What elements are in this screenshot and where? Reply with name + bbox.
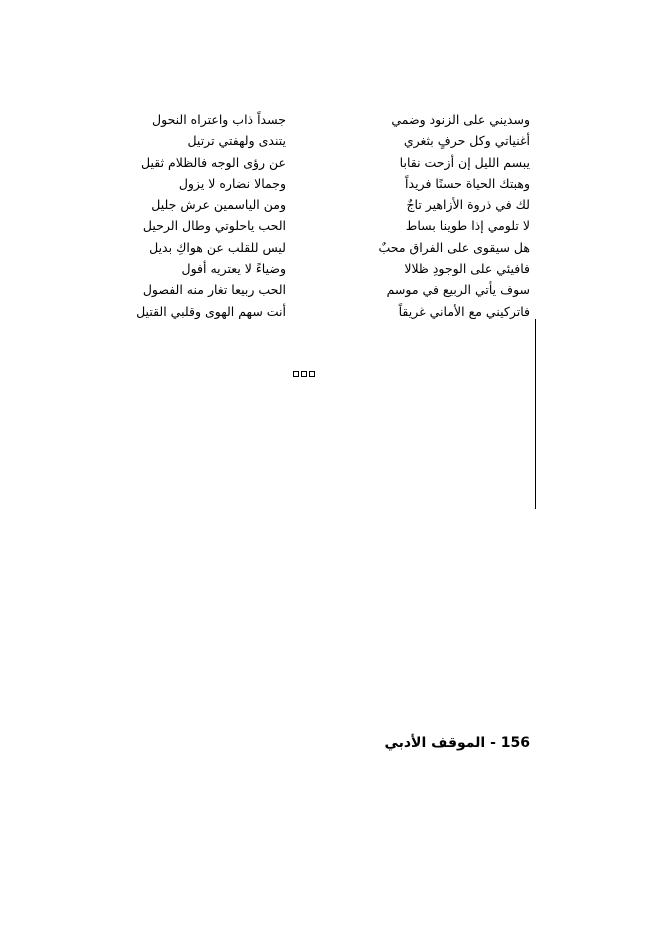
verse-line: لك في ذروة الأزاهير تاجٌ bbox=[406, 197, 530, 213]
verse-line: أغنياتي وكل حرفٍ بثغري bbox=[403, 133, 530, 149]
journal-title: الموقف الأدبي bbox=[384, 735, 486, 751]
verse-line: ليس للقلب عن هواكِ بديل bbox=[149, 239, 286, 255]
footer-dash: - bbox=[490, 735, 496, 751]
verse-line: سوف يأتي الربيع في موسم bbox=[386, 282, 530, 298]
poem-left-column bbox=[126, 109, 286, 322]
verse-line: وجمالا نضاره لا يزول bbox=[178, 175, 286, 191]
margin-rule bbox=[535, 319, 536, 509]
verse-line: الحب ربيعا تغار منه الفصول bbox=[142, 282, 286, 298]
verse-line: يبسم الليل إن أزحت نقابا bbox=[399, 154, 530, 170]
separator-square-icon bbox=[301, 371, 307, 377]
verse-line: فاتركيني مع الأماني غريقاً bbox=[398, 303, 530, 319]
verse-line: جسداً ذاب واعتراه النحول bbox=[152, 112, 286, 127]
section-separator bbox=[293, 371, 315, 377]
separator-square-icon bbox=[293, 371, 299, 377]
page-footer bbox=[384, 735, 530, 751]
verse-line: يتندى ولهفتي ترتيل bbox=[187, 133, 286, 149]
verse-line: هل سيقوى على الفراق محبٌ bbox=[378, 239, 530, 255]
verse-line: وهبتك الحياة حسنًا فريداً bbox=[405, 175, 530, 191]
verse-line: ومن الياسمين عرش جليل bbox=[151, 197, 286, 213]
verse-line: وضياءً لا يعتريه أفول bbox=[181, 261, 286, 277]
poem-right-column bbox=[370, 109, 530, 322]
separator-square-icon bbox=[309, 371, 315, 377]
verse-line: عن رؤى الوجه فالظلام ثقيل bbox=[141, 154, 286, 170]
verse-line: لا تلومي إذا طوينا بساط bbox=[405, 218, 530, 234]
verse-line: وسديني على الزنود وضمي bbox=[391, 112, 530, 127]
verse-line: أنت سهم الهوى وقلبي القتيل bbox=[136, 303, 286, 319]
verse-line: فافيئي على الوجودِ ظلالا bbox=[404, 261, 530, 277]
verse-line: الحب ياحلوتي وطال الرحيل bbox=[142, 218, 286, 234]
page-number: 156 bbox=[500, 735, 530, 751]
